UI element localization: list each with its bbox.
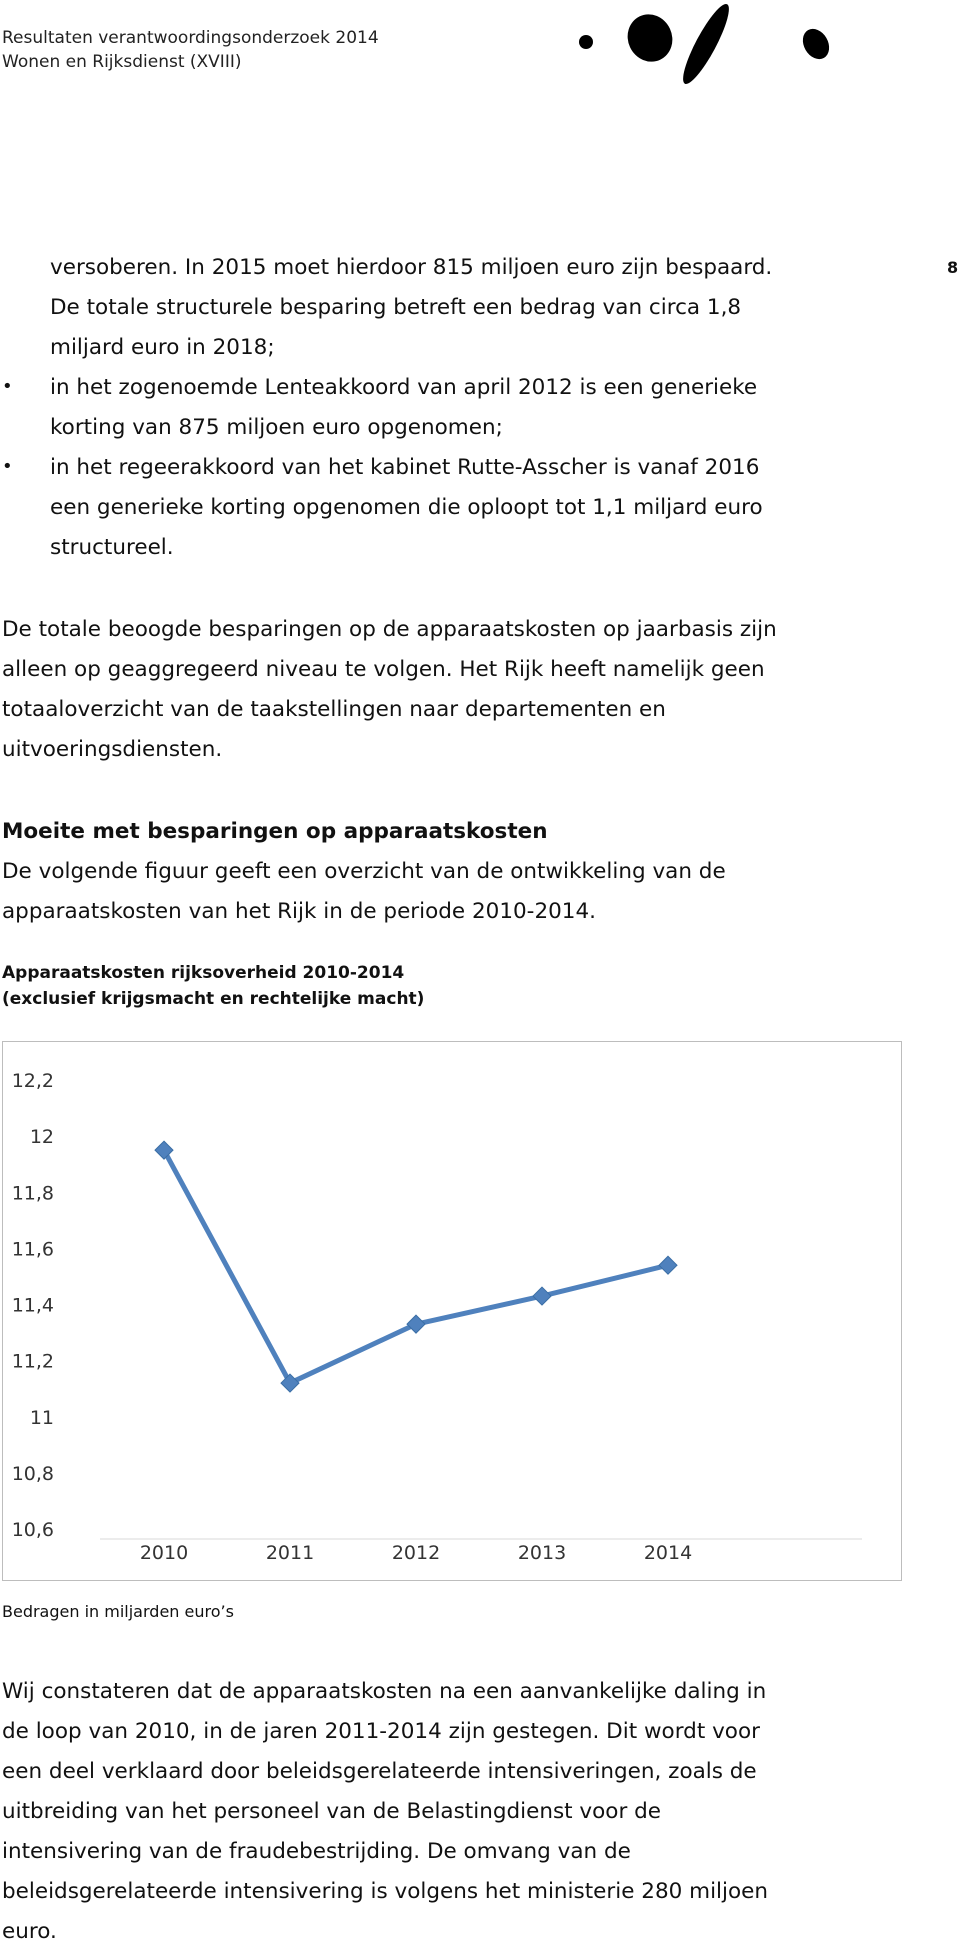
bullet-icon: • (2, 376, 13, 397)
text-line: structureel. (50, 535, 174, 560)
paragraph-line: De volgende figuur geeft een overzicht van de ontwikkeling van de (2, 859, 726, 884)
paragraph-line: totaaloverzicht van de taakstellingen naar departementen en (2, 697, 666, 722)
line-chart (2, 1041, 902, 1581)
paragraph-line: apparaatskosten van het Rijk in de periode 2010-2014. (2, 899, 596, 924)
paragraph-line: alleen op geaggregeerd niveau te volgen. Het Rijk heeft namelijk geen (2, 657, 765, 682)
logo (576, 0, 836, 90)
header-title: Resultaten verantwoordingsonderzoek 2014 (2, 28, 379, 48)
text-line: korting van 875 miljoen euro opgenomen; (50, 415, 503, 440)
figure-subtitle: (exclusief krijgsmacht en rechtelijke macht) (2, 989, 425, 1009)
x-tick-label: 2013 (517, 1542, 567, 1564)
y-tick-label: 12 (29, 1126, 54, 1149)
figure-caption (2, 960, 424, 1012)
text-line: De totale structurele besparing betreft een bedrag van circa 1,8 (50, 295, 742, 320)
text-line: versoberen. In 2015 moet hierdoor 815 miljoen euro zijn bespaard. (50, 255, 773, 280)
y-tick-label: 10,6 (11, 1519, 54, 1541)
y-tick-label: 11,4 (11, 1294, 54, 1317)
paragraph-line: de loop van 2010, in de jaren 2011-2014 zijn gestegen. Dit wordt voor (2, 1719, 760, 1744)
paragraph-line: uitbreiding van het personeel van de Belastingdienst voor de (2, 1799, 662, 1824)
x-tick-label: 2010 (139, 1542, 189, 1564)
paragraph-line: De totale beoogde besparingen op de apparaatskosten op jaarbasis zijn (2, 617, 777, 642)
x-tick-label: 2012 (391, 1542, 441, 1564)
figure-title: Apparaatskosten rijksoverheid 2010-2014 (2, 963, 405, 983)
chart-border (3, 1042, 902, 1581)
paragraph-line: beleidsgerelateerde intensivering is volgens het ministerie 280 miljoen (2, 1879, 769, 1904)
text-line: een generieke korting opgenomen die oploopt tot 1,1 miljard euro (50, 495, 763, 520)
y-tick-label: 10,8 (11, 1462, 54, 1485)
y-tick-label: 11,2 (11, 1350, 54, 1373)
chart-svg (2, 1041, 902, 1581)
y-tick-label: 11 (29, 1406, 54, 1429)
y-tick-label: 12,2 (11, 1070, 54, 1092)
page-number: 8 (947, 258, 959, 277)
document-header (2, 26, 379, 74)
x-tick-label: 2011 (265, 1542, 315, 1564)
text-line: miljard euro in 2018; (50, 335, 275, 360)
x-tick-label: 2014 (643, 1542, 693, 1564)
bullet-icon: • (2, 456, 13, 477)
figure-source-note: Bedragen in miljarden euro’s (2, 1602, 234, 1621)
header-subtitle: Wonen en Rijksdienst (XVIII) (2, 52, 242, 72)
paragraph-line: Wij constateren dat de apparaatskosten na een aanvankelijke daling in (2, 1679, 767, 1704)
y-tick-label: 11,6 (11, 1238, 54, 1261)
bullet-item-text: in het regeerakkoord van het kabinet Rutte-Asscher is vanaf 2016 (50, 455, 760, 480)
bullet-item-text: in het zogenoemde Lenteakkoord van april 2012 is een generieke (50, 375, 758, 400)
y-tick-label: 11,8 (11, 1182, 54, 1205)
paragraph-line: een deel verklaard door beleidsgerelateerde intensiveringen, zoals de (2, 1759, 757, 1784)
section-heading: Moeite met besparingen op apparaatskosten (2, 819, 548, 844)
paragraph-line: uitvoeringsdiensten. (2, 737, 223, 762)
paragraph-line: euro. (2, 1919, 57, 1944)
paragraph-line: intensivering van de fraudebestrijding. De omvang van de (2, 1839, 631, 1864)
